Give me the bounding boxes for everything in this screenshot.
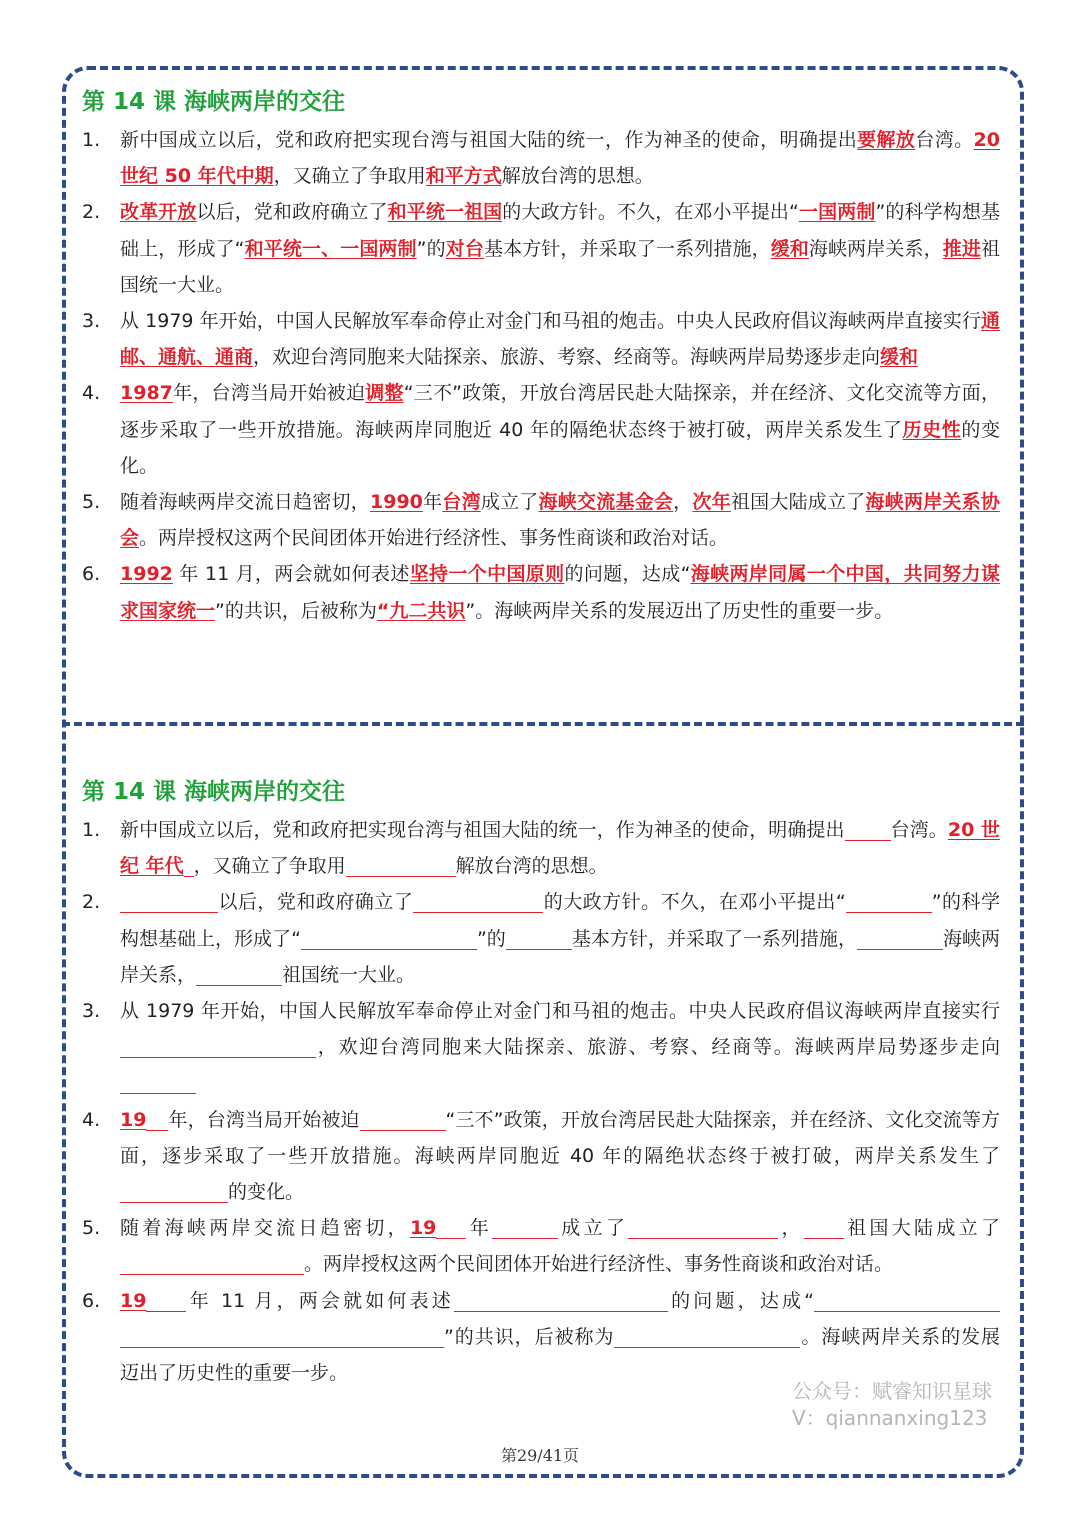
fill-blank	[196, 961, 282, 986]
answer-text: 历史性	[902, 418, 962, 441]
answer-list	[80, 122, 1000, 629]
answer-text: 台湾	[442, 491, 481, 514]
fill-blank	[846, 888, 932, 913]
item-number: 5.	[82, 1217, 101, 1240]
answer-text: 19	[120, 1108, 147, 1131]
item-number: 4.	[82, 382, 101, 405]
watermark-line-1: 公众号：赋睿知识星球	[792, 1379, 992, 1403]
fill-blank	[492, 1214, 558, 1239]
answer-text: 1992	[120, 563, 173, 586]
fill-blank	[506, 925, 572, 950]
answer-text: “九二共识	[376, 599, 466, 622]
answer-text: 缓和	[880, 346, 919, 369]
fill-blank	[120, 1250, 304, 1275]
answer-text: 1990	[370, 491, 423, 514]
answer-text: 19	[409, 1217, 437, 1240]
item-number: 2.	[82, 201, 101, 224]
answer-text: 20 世纪 年代	[120, 819, 1000, 878]
blank-section	[80, 774, 1000, 1391]
item-number: 1.	[82, 819, 101, 841]
list-item: 2. 改革开放以后，党和政府确立了和平统一祖国的大政方针。不久，在邓小平提出“一国两制”的科学构想基础上，形成了“和平统一、一国两制”的对台基本方针，并采取了一系列措施，缓和海峡两岸关系，推进祖国统一大业。	[80, 194, 1000, 303]
answer-text: 坚持一个中国原则	[409, 563, 565, 586]
fill-blank	[360, 1106, 446, 1131]
fill-blank	[857, 925, 943, 950]
fill-blank	[301, 925, 477, 950]
item-number: 2.	[82, 891, 101, 914]
answer-text: 次年	[692, 491, 731, 514]
list-item: 6. 1992 年 11 月，两会就如何表述坚持一个中国原则的问题，达成“海峡两岸同属一个中国，共同努力谋求国家统一”的共识，后被称为“九二共识”。海峡两岸关系的发展迈出了历史性的重要一步。	[80, 556, 1000, 628]
fill-blank	[614, 1323, 800, 1348]
fill-blank	[120, 1323, 444, 1348]
blank-list	[80, 812, 1000, 1391]
item-number: 1.	[82, 129, 101, 151]
item-number: 4.	[82, 1108, 101, 1131]
answer-text: 和平方式	[425, 165, 502, 188]
fill-blank	[814, 1287, 1000, 1312]
fill-blank	[413, 888, 543, 913]
answer-text: 海峡两岸关系协会	[120, 491, 1000, 550]
answer-text: 一国两制	[798, 201, 876, 224]
list-item: 1. 新中国成立以后，党和政府把实现台湾与祖国大陆的统一，作为神圣的使命，明确提出 台湾。20 世纪 年代 ，又确立了争取用 解放台湾的思想。	[80, 812, 1000, 884]
item-number: 6.	[82, 1289, 101, 1312]
list-item: 6. 19 年 11 月，两会就如何表述 的问题，达成“”的共识，后被称为 。海峡两岸关系的发展迈出了历史性的重要一步。	[80, 1283, 1000, 1392]
fill-blank	[628, 1214, 778, 1239]
item-number: 3.	[82, 1000, 101, 1023]
answer-text: 通邮、通航、通商	[120, 310, 1000, 369]
fill-blank	[436, 1214, 466, 1239]
answer-text: 和平统一、一国两制	[244, 237, 417, 260]
list-item: 3. 从 1979 年开始，中国人民解放军奉命停止对金门和马祖的炮击。中央人民政府倡议海峡两岸直接实行通邮、通航、通商，欢迎台湾同胞来大陆探亲、旅游、考察、经商等。海峡两岸局势逐步走向缓和	[80, 303, 1000, 375]
watermark	[792, 1378, 992, 1432]
answer-text: 海峡交流基金会	[538, 491, 674, 514]
fill-blank	[120, 1069, 196, 1094]
page-number: 第29/41页	[500, 1446, 580, 1465]
list-item: 4. 1987年，台湾当局开始被迫调整“三不”政策，开放台湾居民赴大陆探亲，并在经济、文化交流等方面，逐步采取了一些开放措施。海峡两岸同胞近 40 年的隔绝状态终于被打破，两岸关系发生了历史性的变化。	[80, 375, 1000, 484]
fill-blank	[804, 1214, 844, 1239]
answer-text: 推进	[942, 237, 981, 260]
list-item: 5. 随着海峡两岸交流日趋密切，19 年 成立了 ， 祖国大陆成立了。两岸授权这两个民间团体开始进行经济性、事务性商谈和政治对话。	[80, 1210, 1000, 1282]
answer-text: 缓和	[770, 237, 809, 260]
lesson-title: 第 14 课 海峡两岸的交往	[82, 779, 346, 805]
fill-blank	[845, 816, 891, 841]
fill-blank	[120, 1178, 228, 1203]
fill-blank	[454, 1287, 668, 1312]
item-number: 3.	[82, 310, 101, 333]
item-number: 5.	[82, 491, 101, 514]
answer-text: 19	[120, 1289, 147, 1312]
answer-text: 20 世纪 50 年代中期	[120, 129, 1000, 188]
list-item: 4. 19 年，台湾当局开始被迫 “三不”政策，开放台湾居民赴大陆探亲，并在经济、文化交流等方面，逐步采取了一些开放措施。海峡两岸同胞近 40 年的隔绝状态终于被打破，两岸关系发生了的变化。	[80, 1102, 1000, 1211]
answer-text: 海峡两岸同属一个中国，共同努力谋求国家统一	[120, 563, 1000, 622]
list-item: 3. 从 1979 年开始，中国人民解放军奉命停止对金门和马祖的炮击。中央人民政府倡议海峡两岸直接实行，欢迎台湾同胞来大陆探亲、旅游、考察、经商等。海峡两岸局势逐步走向	[80, 993, 1000, 1102]
fill-blank	[120, 1033, 316, 1058]
answer-text: 改革开放	[120, 201, 197, 224]
answer-text: 1987	[120, 382, 173, 405]
section-divider	[62, 722, 1024, 726]
lesson-title: 第 14 课 海峡两岸的交往	[82, 89, 346, 115]
watermark-line-2: V：qiannanxing123	[792, 1406, 988, 1430]
fill-blank	[146, 1106, 168, 1131]
answer-text: 要解放	[857, 129, 916, 151]
answer-text: 对台	[445, 237, 484, 260]
answer-text: 和平统一祖国	[387, 201, 503, 224]
answer-section	[80, 84, 1000, 629]
fill-blank	[346, 852, 456, 877]
list-item: 2. 以后，党和政府确立了 的大政方针。不久，在邓小平提出“ ”的科学构想基础上，形成了“ ”的 基本方针，并采取了一系列措施， 海峡两岸关系， 祖国统一大业。	[80, 884, 1000, 993]
item-number: 6.	[82, 563, 101, 586]
list-item: 5. 随着海峡两岸交流日趋密切，1990年台湾成立了海峡交流基金会，次年祖国大陆成立了海峡两岸关系协会。两岸授权这两个民间团体开始进行经济性、事务性商谈和政治对话。	[80, 484, 1000, 556]
fill-blank	[120, 888, 218, 913]
list-item: 1. 新中国成立以后，党和政府把实现台湾与祖国大陆的统一，作为神圣的使命，明确提出要解放台湾。20 世纪 50 年代中期，又确立了争取用和平方式解放台湾的思想。	[80, 122, 1000, 194]
fill-blank	[184, 852, 194, 877]
fill-blank	[146, 1287, 186, 1312]
answer-text: 调整	[365, 382, 404, 405]
